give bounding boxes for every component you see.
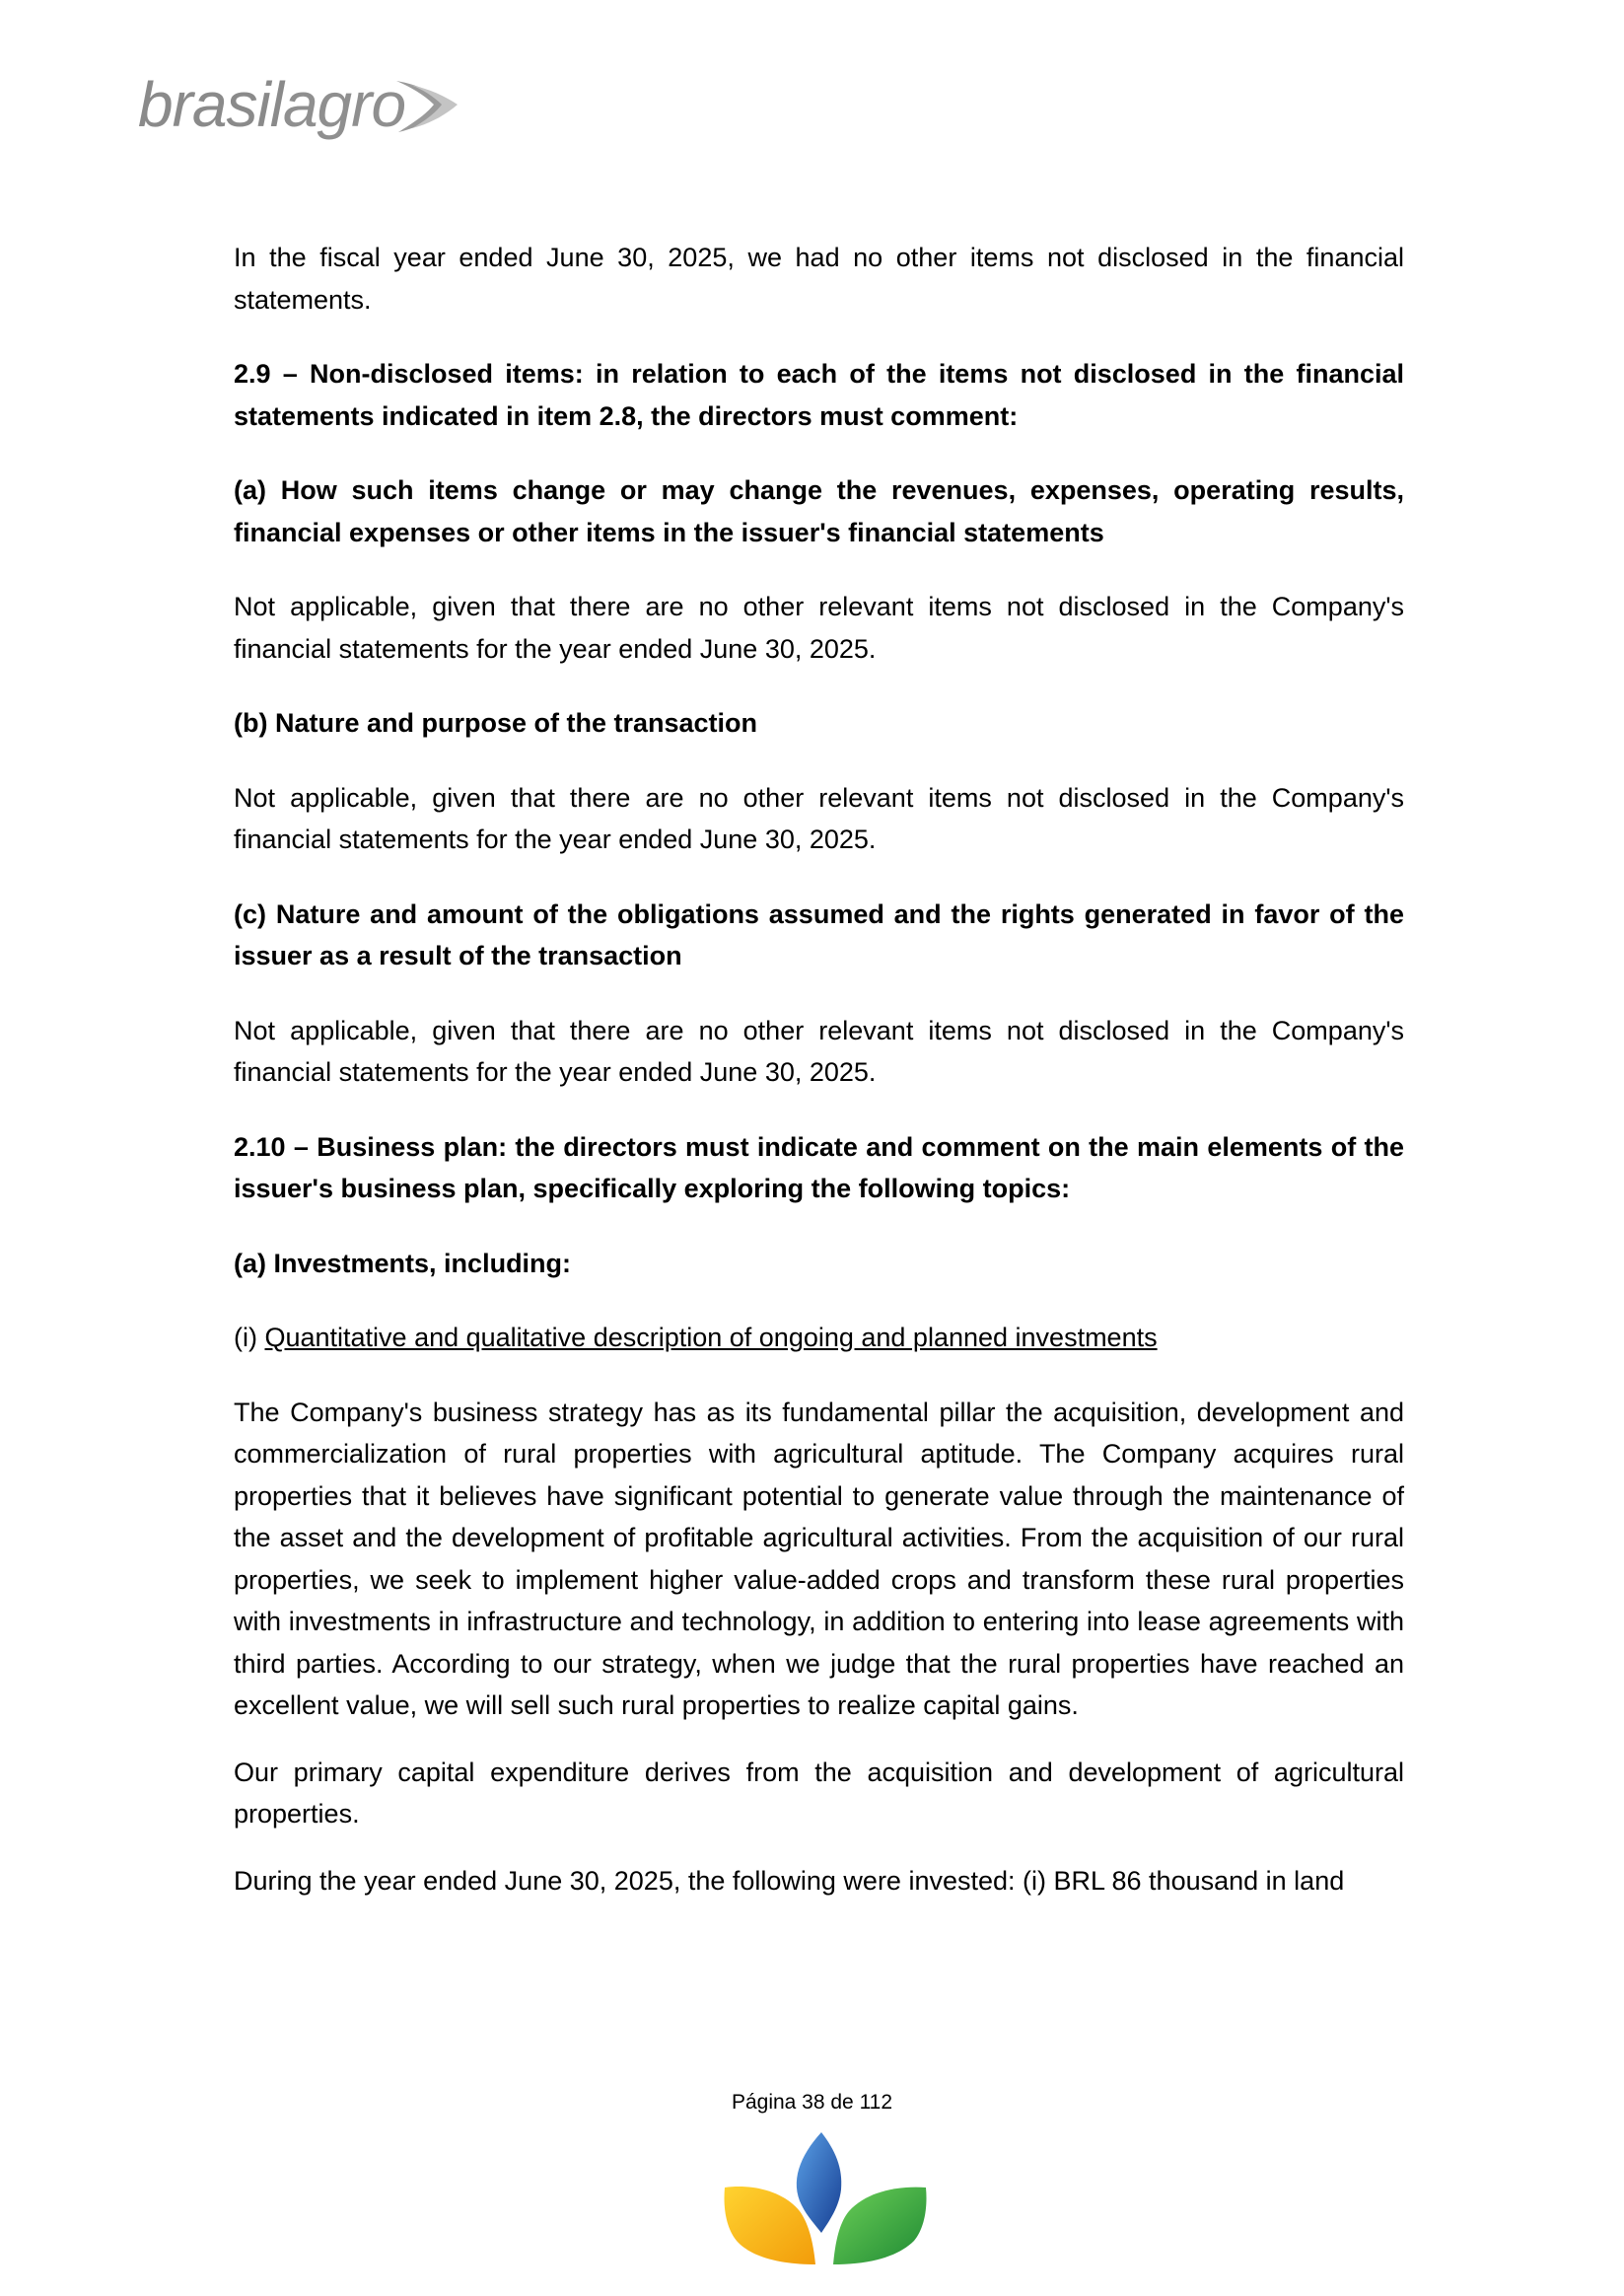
item-c-heading: (c) Nature and amount of the obligations assumed and the rights generated in favor of the issuer as a result of the transaction bbox=[234, 898, 1404, 970]
capex-paragraph: Our primary capital expenditure derives from the acquisition and development of agricultural properties. bbox=[234, 1757, 1404, 1829]
leaf-emblem-icon bbox=[723, 2130, 930, 2268]
item-b-paragraph: Not applicable, given that there are no other relevant items not disclosed in the Company's financial statements for the year ended June 30, 2025. bbox=[234, 782, 1404, 854]
section-2-9-heading: 2.9 – Non-disclosed items: in relation to each of the items not disclosed in the financial statements indicated in item 2.8, the directors must comment: bbox=[234, 359, 1404, 431]
chevron-logo-icon bbox=[392, 75, 461, 138]
section-2-10-heading: 2.10 – Business plan: the directors must indicate and comment on the main elements of the issuer's business plan, specifically exploring the following topics: bbox=[234, 1131, 1404, 1203]
subitem-i-title: Quantitative and qualitative description of ongoing and planned investments bbox=[264, 1323, 1158, 1352]
item-c-paragraph: Not applicable, given that there are no other relevant items not disclosed in the Company's financial statements for the year ended June 30, 2025. bbox=[234, 1015, 1404, 1087]
strategy-paragraph: The Company's business strategy has as its fundamental pillar the acquisition, development and commercialization of rural properties with agricultural aptitude. The Company acquires rural properties that it believes have significant potential to generate value through the maintenance of the asset and the development of profitable agricultural activities. From the acquisition of our rural properties, we seek to implement higher value-added crops and transform these rural properties with investments in infrastructure and technology, in addition to entering into lease agreements with third parties. According to our strategy, when we judge that the rural properties have reached an excellent value, we will sell such rural properties to realize capital gains. bbox=[234, 1397, 1404, 1720]
logo-text-brasil: brasil bbox=[138, 69, 283, 140]
item-a-heading: (a) How such items change or may change the revenues, expenses, operating results, financial expenses or other items in the issuer's financial statements bbox=[234, 475, 1404, 547]
item-b-heading: (b) Nature and purpose of the transaction bbox=[234, 708, 758, 738]
page-number: Página 38 de 112 bbox=[731, 2091, 893, 2114]
logo-wordmark bbox=[138, 69, 406, 140]
subitem-i bbox=[234, 1317, 1404, 1359]
logo-text-agro: agro bbox=[282, 69, 406, 140]
intro-paragraph: In the fiscal year ended June 30, 2025, we had no other items not disclosed in the financial statements. bbox=[234, 243, 1404, 315]
item-a-paragraph: Not applicable, given that there are no other relevant items not disclosed in the Company's financial statements for the year ended June 30, 2025. bbox=[234, 592, 1404, 664]
investments-heading: (a) Investments, including: bbox=[234, 1248, 572, 1278]
subitem-i-prefix: (i) bbox=[234, 1323, 265, 1352]
invested-paragraph: During the year ended June 30, 2025, the following were invested: (i) BRL 86 thousand in land bbox=[234, 1865, 1345, 1896]
brasilagro-logo bbox=[138, 65, 454, 154]
document-body bbox=[234, 237, 1404, 1901]
